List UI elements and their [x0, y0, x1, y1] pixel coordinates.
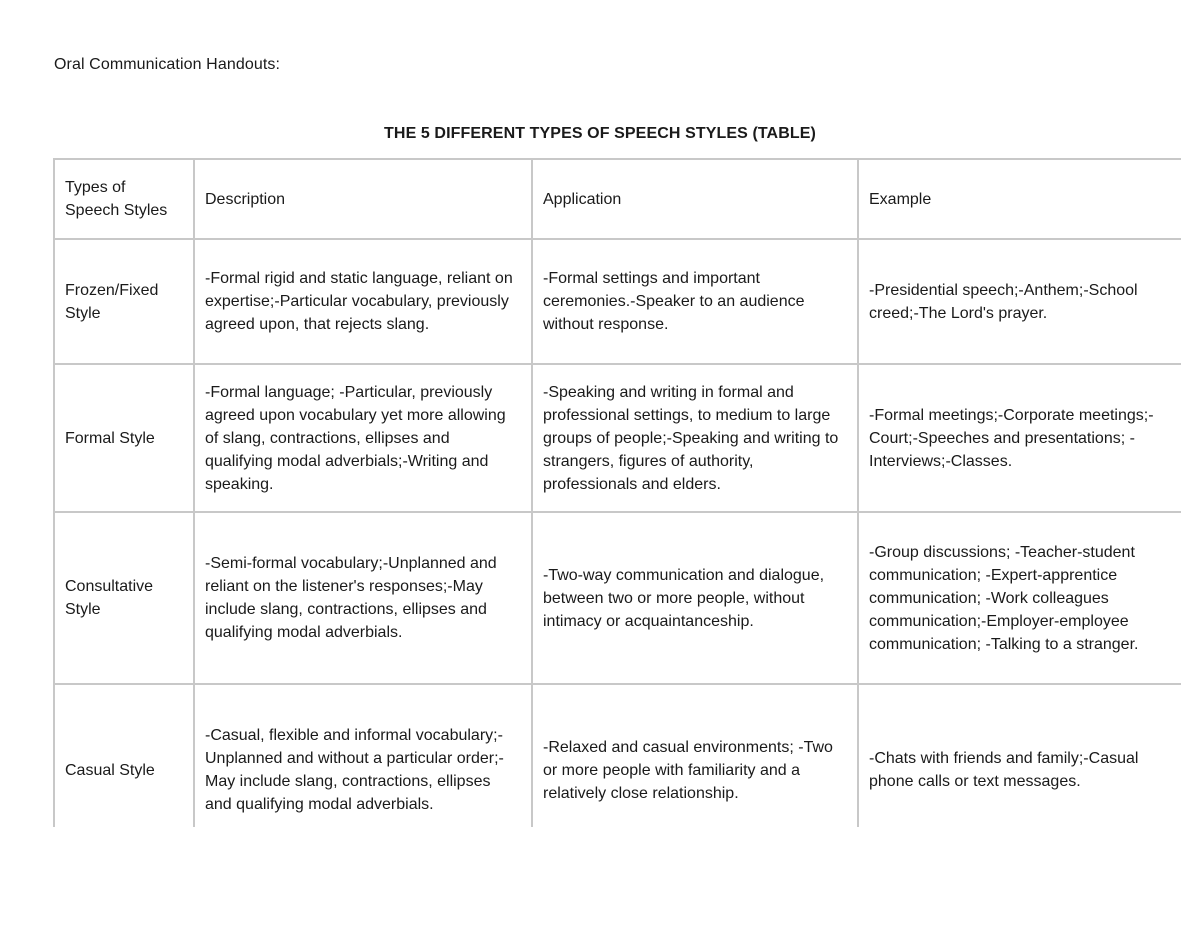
document-heading: Oral Communication Handouts: [54, 56, 281, 73]
cell-description: -Casual, flexible and informal vocabulary;-Unplanned and without a particular order;-May include slang, contractions, ellipses and qualifying modal adverbials. [194, 684, 532, 827]
cell-application: -Formal settings and important ceremonies.-Speaker to an audience without response. [532, 239, 858, 364]
cell-application: -Speaking and writing in formal and professional settings, to medium to large groups of people;-Speaking and writing to strangers, figures of authority, professionals and elders. [532, 364, 858, 512]
header-cell-type: Types of Speech Styles [54, 159, 194, 239]
cell-description: -Formal rigid and static language, reliant on expertise;-Particular vocabulary, previously agreed upon, that rejects slang. [194, 239, 532, 364]
cell-example: -Presidential speech;-Anthem;-School creed;-The Lord's prayer. [858, 239, 1181, 364]
table-title: THE 5 DIFFERENT TYPES OF SPEECH STYLES (TABLE) [384, 125, 816, 142]
cell-example: -Formal meetings;-Corporate meetings;-Court;-Speeches and presentations; -Interviews;-Classes. [858, 364, 1181, 512]
table-row-formal-style [54, 364, 1181, 512]
cell-style-name: Consultative Style [54, 512, 194, 684]
cell-example: -Group discussions; -Teacher-student communication; -Expert-apprentice communication; -Work colleagues communication;-Employer-employee communication; -Talking to a stranger. [858, 512, 1181, 684]
cell-example: -Chats with friends and family;-Casual phone calls or text messages. [858, 684, 1181, 827]
cell-style-name: Casual Style [54, 684, 194, 827]
cell-application: -Two-way communication and dialogue, between two or more people, without intimacy or acquaintanceship. [532, 512, 858, 684]
cell-style-name: Frozen/Fixed Style [54, 239, 194, 364]
cell-style-name: Formal Style [54, 364, 194, 512]
table-row-frozen-style [54, 239, 1181, 364]
cell-description: -Formal language; -Particular, previously agreed upon vocabulary yet more allowing of slang, contractions, ellipses and qualifying modal adverbials;-Writing and speaking. [194, 364, 532, 512]
table-row-consultative-style [54, 512, 1181, 684]
table-row-casual-style [54, 684, 1181, 827]
header-cell-example: Example [858, 159, 1181, 239]
speech-styles-table [53, 158, 1181, 827]
header-cell-description: Description [194, 159, 532, 239]
table-header-row [54, 159, 1181, 239]
cell-description: -Semi-formal vocabulary;-Unplanned and reliant on the listener's responses;-May include slang, contractions, ellipses and qualifying modal adverbials. [194, 512, 532, 684]
cell-application: -Relaxed and casual environments; -Two or more people with familiarity and a relatively close relationship. [532, 684, 858, 827]
header-cell-application: Application [532, 159, 858, 239]
speech-styles-table-container [53, 158, 1181, 827]
